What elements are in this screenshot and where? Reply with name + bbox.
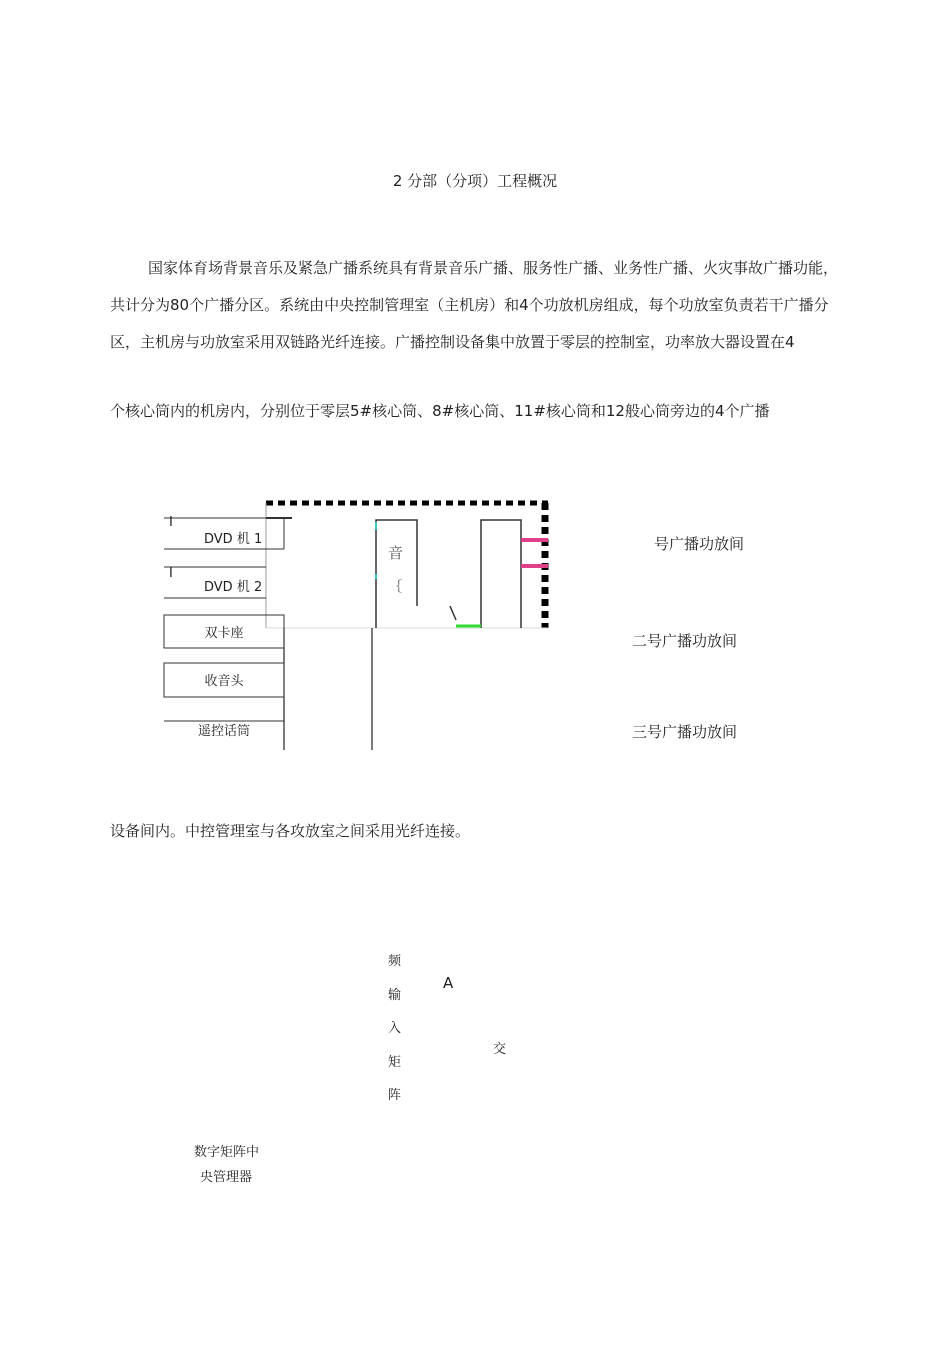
vertical-char-2: 输 bbox=[388, 988, 402, 1003]
paragraph-connection: 设备间内。中控管理室与各攻放室之间采用光纤连接。 bbox=[110, 822, 471, 840]
center-char-2: ｛ bbox=[389, 580, 403, 595]
tuner-frame bbox=[164, 663, 284, 697]
diagonal-mark bbox=[450, 606, 456, 620]
paragraph-intro-continued: 个核心筒内的机房内，分别位于零层5#核心筒、8#核心筒、11#核心筒和12般心筒旁边的4个广播 bbox=[110, 402, 770, 420]
room-1: 号广播功放间 bbox=[654, 535, 745, 553]
device-dvd2: DVD 机 2 bbox=[204, 580, 263, 595]
device-tuner: 收音头 bbox=[204, 674, 244, 689]
device-remote-mic: 遥控话筒 bbox=[197, 724, 250, 739]
vertical-char-5: 阵 bbox=[388, 1088, 402, 1103]
char-jiao: 交 bbox=[493, 1042, 507, 1057]
manager-label-line2: 央管理器 bbox=[200, 1170, 253, 1185]
paragraph-intro: 国家体育场背景音乐及紧急广播系统具有背景音乐广播、服务性广播、业务性广播、火灾事故广播功能，共计分为80个广播分区。系统由中央控制管理室（主机房）和4个功放机房组成，每个功放室负责若干广播分区，主机房与功放室采用双链路光纤连接。广播控制设备集中放置于零层的控制室，功率放大器设置在4 bbox=[110, 259, 839, 351]
vertical-char-1: 频 bbox=[388, 954, 402, 969]
manager-label-line1: 数字矩阵中 bbox=[194, 1145, 260, 1160]
tick-mark-2: I bbox=[169, 566, 173, 581]
center-char-1: 音 bbox=[388, 544, 404, 562]
letter-a: A bbox=[443, 974, 454, 992]
room-3: 三号广播功放间 bbox=[632, 723, 738, 741]
inner-block-2 bbox=[481, 520, 521, 628]
device-dual-deck: 双卡座 bbox=[204, 626, 244, 641]
vertical-char-3: 入 bbox=[388, 1021, 402, 1036]
tick-mark-1: I bbox=[169, 515, 173, 530]
device-dvd1: DVD 机 1 bbox=[204, 532, 263, 547]
vertical-char-4: 矩 bbox=[388, 1055, 402, 1070]
inner-block-1 bbox=[376, 520, 417, 628]
section-heading: 2 分部（分项）工程概况 bbox=[392, 172, 558, 190]
dual-deck-frame bbox=[164, 615, 284, 648]
room-2: 二号广播功放间 bbox=[632, 632, 738, 650]
